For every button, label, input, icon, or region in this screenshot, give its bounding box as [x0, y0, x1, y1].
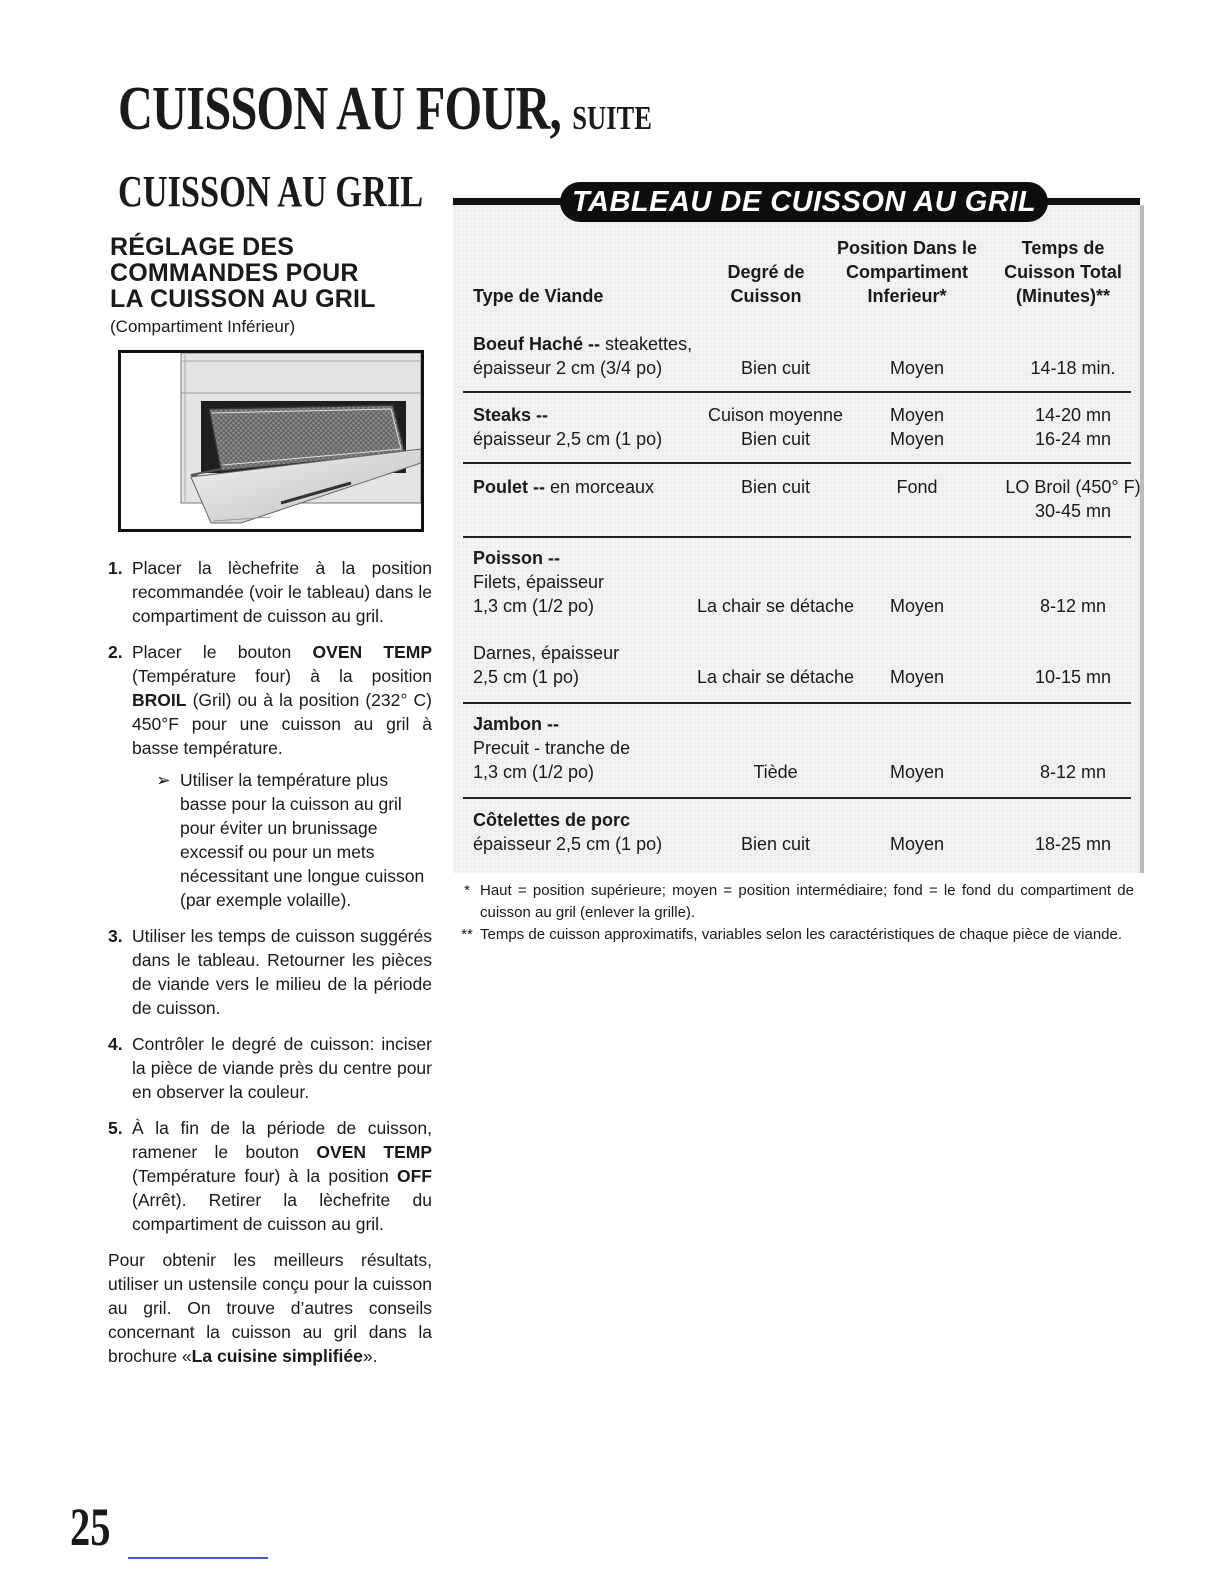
- brochure-title: La cuisine simplifiée: [191, 1346, 363, 1366]
- doneness-cell: Bien cuit: [740, 477, 811, 497]
- meat-detail: épaisseur 2 cm (3/4 po): [473, 358, 663, 378]
- footnotes: [458, 880, 1134, 946]
- step-text: [132, 642, 432, 758]
- time-cell: 18-25 mn: [1034, 834, 1112, 854]
- step-text: Contrôler le degré de cuisson: inciser la pièce de viande près du centre pour en observer la couleur.: [132, 1034, 432, 1102]
- position-cell: Moyen: [889, 762, 945, 782]
- meat-detail: 2,5 cm (1 po): [473, 667, 580, 687]
- step-number: 5.: [108, 1118, 123, 1138]
- settings-subheading: (Compartiment Inférieur): [110, 317, 296, 336]
- doneness-cell: Bien cuit: [740, 358, 811, 378]
- row-separator: [463, 797, 1131, 799]
- meat-name-bold: Poulet --: [473, 477, 545, 497]
- settings-heading: [110, 234, 432, 312]
- doneness-cell: Bien cuit: [740, 429, 811, 449]
- row-separator: [463, 702, 1131, 704]
- bottom-rule: [128, 1557, 268, 1559]
- page-title-suite: SUITE: [572, 100, 652, 137]
- meat-name: Côtelettes de porc: [473, 810, 631, 830]
- broil-chart-title: TABLEAU DE CUISSON AU GRIL: [560, 182, 1048, 222]
- instructions: [108, 556, 432, 1386]
- meat-name: Poisson --: [473, 548, 561, 568]
- text-run: (Gril) ou à la position (232° C) 450°F pour une cuisson au gril à basse température.: [132, 690, 432, 758]
- time-cell: 16-24 mn: [1034, 429, 1112, 449]
- meat-name-bold: Boeuf Haché --: [473, 334, 601, 354]
- time-cell: 10-15 mn: [1034, 667, 1112, 687]
- broil-label: BROIL: [132, 690, 187, 710]
- text-run: (Température four) à la position: [132, 666, 432, 686]
- position-cell: Moyen: [889, 834, 945, 854]
- time-cell: 14-18 min.: [1030, 358, 1116, 378]
- footnote-2: [458, 924, 1134, 946]
- row-separator: [463, 536, 1131, 538]
- header-position: Position Dans le Compartiment Inferieur*: [836, 238, 978, 306]
- doneness-cell: Cuison moyenne: [707, 405, 844, 425]
- position-cell: Moyen: [889, 429, 945, 449]
- tips-paragraph: [108, 1248, 432, 1368]
- row-separator: [463, 391, 1131, 393]
- footnote-mark: *: [464, 882, 470, 899]
- text-run: (Arrêt). Retirer la lèchefrite du compartiment de cuisson au gril.: [132, 1190, 432, 1234]
- broiler-drawer-icon: [121, 353, 421, 529]
- page-title-main: CUISSON AU FOUR,: [118, 75, 561, 143]
- step-text: Utiliser les temps de cuisson suggérés dans le tableau. Retourner les pièces de viande vers le milieu de la période de cuisson.: [132, 926, 432, 1018]
- step-5: [108, 1116, 432, 1236]
- meat-detail: 1,3 cm (1/2 po): [473, 596, 595, 616]
- meat-detail: Darnes, épaisseur: [473, 643, 620, 663]
- meat-detail: épaisseur 2,5 cm (1 po): [473, 429, 663, 449]
- meat-name-suffix: en morceaux: [545, 477, 655, 497]
- position-cell: Moyen: [889, 358, 945, 378]
- doneness-cell: Bien cuit: [740, 834, 811, 854]
- header-meat-type: Type de Viande: [473, 286, 604, 306]
- footnote-text: Haut = position supérieure; moyen = position intermédiaire; fond = le fond du compartiment de cuisson au gril (enlever la grille).: [480, 882, 1134, 921]
- settings-heading-line-2: COMMANDES POUR: [110, 259, 359, 287]
- meat-detail: épaisseur 2,5 cm (1 po): [473, 834, 663, 854]
- step-2: [108, 640, 432, 912]
- time-cell: 8-12 mn: [1039, 762, 1107, 782]
- step-number: 2.: [108, 642, 123, 662]
- settings-heading-line-3: LA CUISSON AU GRIL: [110, 285, 376, 313]
- meat-name: Steaks --: [473, 405, 549, 425]
- tip-text: Utiliser la température plus basse pour la cuisson au gril pour éviter un brunissage excessif ou pour un mets nécessitant une longue cuisson (par exemple volaille).: [180, 770, 425, 910]
- meat-detail: 1,3 cm (1/2 po): [473, 762, 595, 782]
- time-cell: LO Broil (450° F): [1005, 477, 1141, 497]
- step-1: [108, 556, 432, 628]
- row-separator: [463, 462, 1131, 464]
- text-run: ».: [362, 1346, 378, 1366]
- doneness-cell: La chair se détache: [696, 596, 855, 616]
- header-doneness: Degré de Cuisson: [727, 262, 805, 306]
- section-title: CUISSON AU GRIL: [118, 167, 424, 216]
- meat-detail: Filets, épaisseur: [473, 572, 605, 592]
- footnote-mark: **: [461, 926, 473, 943]
- step-text: [132, 1118, 432, 1234]
- doneness-cell: La chair se détache: [696, 667, 855, 687]
- settings-heading-block: [110, 234, 432, 338]
- position-cell: Moyen: [889, 596, 945, 616]
- position-cell: Moyen: [889, 667, 945, 687]
- text-run: Placer le bouton: [132, 642, 313, 662]
- arrow-icon: ➢: [156, 770, 171, 790]
- page-number: 25: [70, 1497, 111, 1557]
- header-time: Temps de Cuisson Total (Minutes)**: [1004, 238, 1122, 306]
- oven-temp-label: OVEN TEMP: [316, 1142, 432, 1162]
- step-4: [108, 1032, 432, 1104]
- broiler-drawer-illustration: [118, 350, 424, 532]
- position-cell: Fond: [896, 477, 938, 497]
- tip: [156, 768, 432, 912]
- text-run: (Température four) à la position: [132, 1166, 397, 1186]
- steps-list: [108, 556, 432, 1236]
- position-cell: Moyen: [889, 405, 945, 425]
- table-header-row: [463, 236, 1131, 310]
- off-label: OFF: [397, 1166, 432, 1186]
- text-run: Pour obtenir les meilleurs résultats, utiliser un ustensile conçu pour la cuisson au gril. On trouve d’autres conseils concernant la cuisson au gril dans la brochure «: [108, 1250, 432, 1366]
- meat-detail: Precuit - tranche de: [473, 738, 631, 758]
- step-text: Placer la lèchefrite à la position recommandée (voir le tableau) dans le compartiment de cuisson au gril.: [132, 558, 432, 626]
- doneness-cell: Tiède: [753, 762, 798, 782]
- footnote-1: [458, 880, 1134, 924]
- footnote-text: Temps de cuisson approximatifs, variables selon les caractéristiques de chaque pièce de viande.: [480, 926, 1123, 943]
- time-cell: 14-20 mn: [1034, 405, 1112, 425]
- time-cell: 30-45 mn: [1034, 501, 1112, 521]
- step-number: 1.: [108, 558, 123, 578]
- step-3: [108, 924, 432, 1020]
- step-number: 3.: [108, 926, 123, 946]
- text-run: À la fin de la période de cuisson, ramener le bouton: [132, 1118, 432, 1162]
- step-number: 4.: [108, 1034, 123, 1054]
- meat-name-suffix: steakettes,: [600, 334, 693, 354]
- settings-heading-line-1: RÉGLAGE DES: [110, 233, 295, 261]
- time-cell: 8-12 mn: [1039, 596, 1107, 616]
- oven-temp-label: OVEN TEMP: [312, 642, 432, 662]
- meat-name: Jambon --: [473, 714, 560, 734]
- page-title: [118, 75, 652, 143]
- meat-name: [473, 475, 654, 499]
- meat-name: [473, 332, 692, 356]
